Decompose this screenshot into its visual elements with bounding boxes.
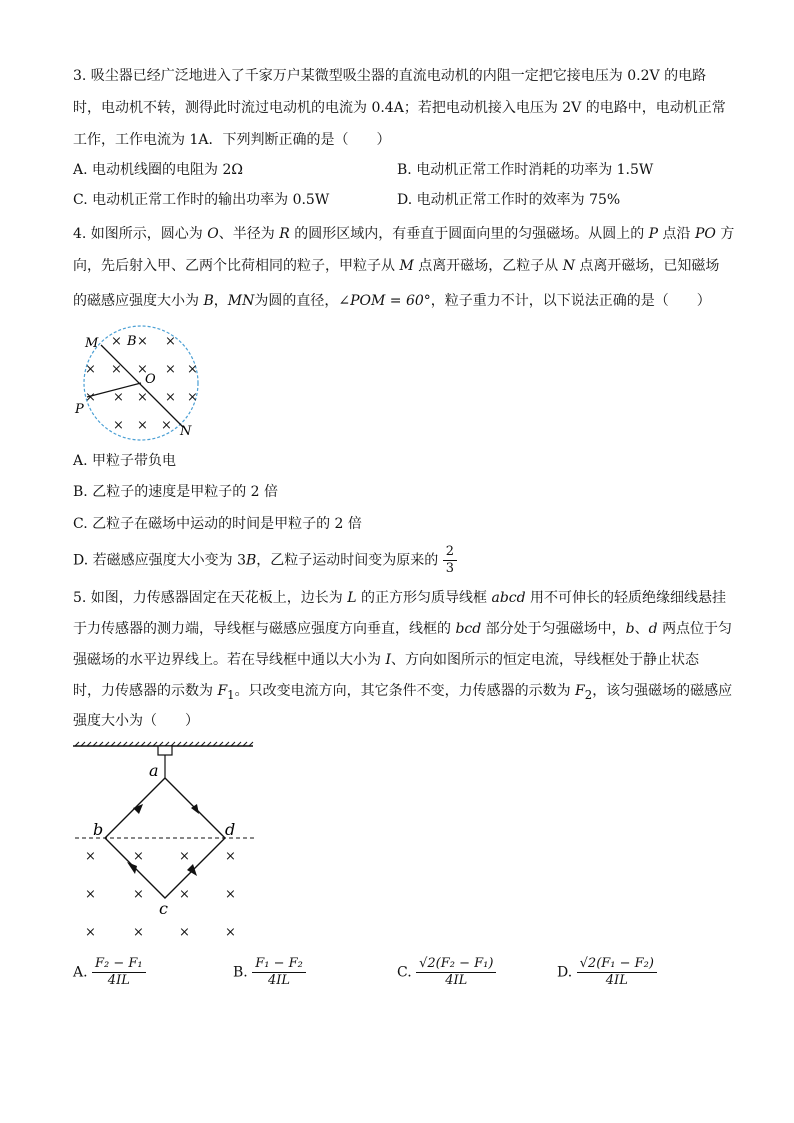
field-cross: ×: [85, 362, 96, 377]
field-cross: ×: [225, 849, 236, 864]
field-cross: ×: [137, 362, 148, 377]
field-cross: ×: [137, 418, 148, 433]
q3-option-a: A. 电动机线圈的电阻为 2Ω: [73, 162, 243, 178]
field-cross: ×: [111, 334, 122, 349]
q4-option-c: C. 乙粒子在磁场中运动的时间是甲粒子的 2 倍: [73, 516, 362, 532]
q5-wire-frame-figure: [73, 742, 263, 942]
field-cross: ×: [165, 334, 176, 349]
field-cross: ×: [187, 390, 198, 405]
field-cross: ×: [85, 887, 96, 902]
q3-option-c: C. 电动机正常工作时的输出功率为 0.5W: [73, 192, 330, 208]
fraction-two-thirds: $\frac{2}{3}$: [443, 544, 457, 577]
q3-stem-line3: 工作，工作电流为 1A．下列判断正确的是（ ）: [73, 132, 391, 148]
q5-stem-line4: 时，力传感器的示数为 $F_1$。只改变电流方向，其它条件不变，力传感器的示数为 $F_2$，该匀强磁场的磁感应: [73, 683, 733, 702]
q5-stem-line3: 强磁场的水平边界线上。若在导线框中通以大小为 I、方向如图所示的恒定电流，导线框处于静止状态: [73, 652, 699, 668]
field-cross: ×: [111, 362, 122, 377]
q3-stem-line1: 3. 吸尘器已经广泛地进入了千家万户某微型吸尘器的直流电动机的内阻一定把它接电压为 0.2V 的电路: [73, 68, 707, 84]
field-cross: ×: [137, 334, 148, 349]
diameter-mn: [101, 345, 183, 427]
square-wire-frame: [105, 778, 225, 898]
field-cross: ×: [187, 362, 198, 377]
q5-option-b: B. $\frac{\text{F₁ − F₂}}{4IL}$: [233, 956, 306, 989]
label-c: c: [159, 899, 168, 918]
label-m: M: [85, 336, 99, 351]
fraction-c: $\frac{\text{√2(F₂ − F₁)}}{4IL}$: [416, 956, 496, 989]
field-cross: ×: [179, 887, 190, 902]
q5-stem-line1: 5. 如图，力传感器固定在天花板上，边长为 L 的正方形匀质导线框 abcd 用不可伸长的轻质绝缘细线悬挂: [73, 590, 727, 606]
q5-option-a: A. $\frac{\text{F₂ − F₁}}{4IL}$: [73, 956, 146, 989]
field-cross: ×: [161, 418, 172, 433]
field-cross: ×: [137, 390, 148, 405]
q5-option-d: D. $\frac{\text{√2(F₁ − F₂)}}{4IL}$: [557, 956, 657, 989]
field-cross: ×: [225, 887, 236, 902]
label-d: d: [225, 820, 236, 839]
field-cross: ×: [85, 925, 96, 940]
field-cross: ×: [85, 390, 96, 405]
field-cross: ×: [179, 849, 190, 864]
q5-stem-line2: 于力传感器的测力端，导线框与磁感应强度方向垂直，线框的 bcd 部分处于匀强磁场中，b、d 两点位于匀: [73, 621, 733, 637]
field-cross: ×: [165, 390, 176, 405]
q4-option-d: D. 若磁感应强度大小变为 3B，乙粒子运动时间变为原来的 $\frac{2}{3}$: [73, 544, 457, 577]
field-cross: ×: [225, 925, 236, 940]
field-cross: ×: [113, 418, 124, 433]
field-cross: ×: [165, 362, 176, 377]
fraction-b: $\frac{\text{F₁ − F₂}}{4IL}$: [252, 956, 306, 989]
fraction-a: $\frac{\text{F₂ − F₁}}{4IL}$: [92, 956, 146, 989]
q4-stem-line1: 4. 如图所示，圆心为 O、半径为 R 的圆形区域内，有垂直于圆面向里的匀强磁场。从圆上的 P 点沿 PO 方: [73, 226, 735, 242]
label-a: a: [149, 761, 159, 780]
label-n: N: [180, 424, 192, 439]
field-cross: ×: [179, 925, 190, 940]
q3-option-d: D. 电动机正常工作时的效率为 75%: [397, 192, 621, 208]
q3-stem-line2: 时，电动机不转，测得此时流过电动机的电流为 0.4A；若把电动机接入电压为 2V 的电路中，电动机正常: [73, 100, 726, 116]
label-o: O: [145, 372, 156, 387]
q3-option-b: B. 电动机正常工作时消耗的功率为 1.5W: [397, 162, 654, 178]
q4-option-a: A. 甲粒子带负电: [73, 453, 177, 469]
q4-stem-line3: 的磁感应强度大小为 B，MN为圆的直径，∠POM = 60°，粒子重力不计，以下说法正确的是（ ）: [73, 293, 711, 309]
field-cross: ×: [85, 849, 96, 864]
q5-option-c: C. $\frac{\text{√2(F₂ − F₁)}}{4IL}$: [397, 956, 496, 989]
q5-stem-line5: 强度大小为（ ）: [73, 713, 199, 729]
q4-stem-line2: 向，先后射入甲、乙两个比荷相同的粒子，甲粒子从 M 点离开磁场，乙粒子从 N 点离开磁场，已知磁场: [73, 258, 720, 274]
q4-magnetic-field-figure: [73, 325, 213, 445]
fraction-d: $\frac{\text{√2(F₁ − F₂)}}{4IL}$: [577, 956, 657, 989]
field-cross: ×: [133, 925, 144, 940]
label-p: P: [75, 402, 84, 417]
force-sensor: [158, 746, 172, 755]
q4-option-b: B. 乙粒子的速度是甲粒子的 2 倍: [73, 484, 278, 500]
field-cross: ×: [133, 849, 144, 864]
field-cross: ×: [133, 887, 144, 902]
label-b: b: [93, 820, 104, 839]
field-cross: ×: [113, 390, 124, 405]
label-b: B: [127, 334, 137, 349]
